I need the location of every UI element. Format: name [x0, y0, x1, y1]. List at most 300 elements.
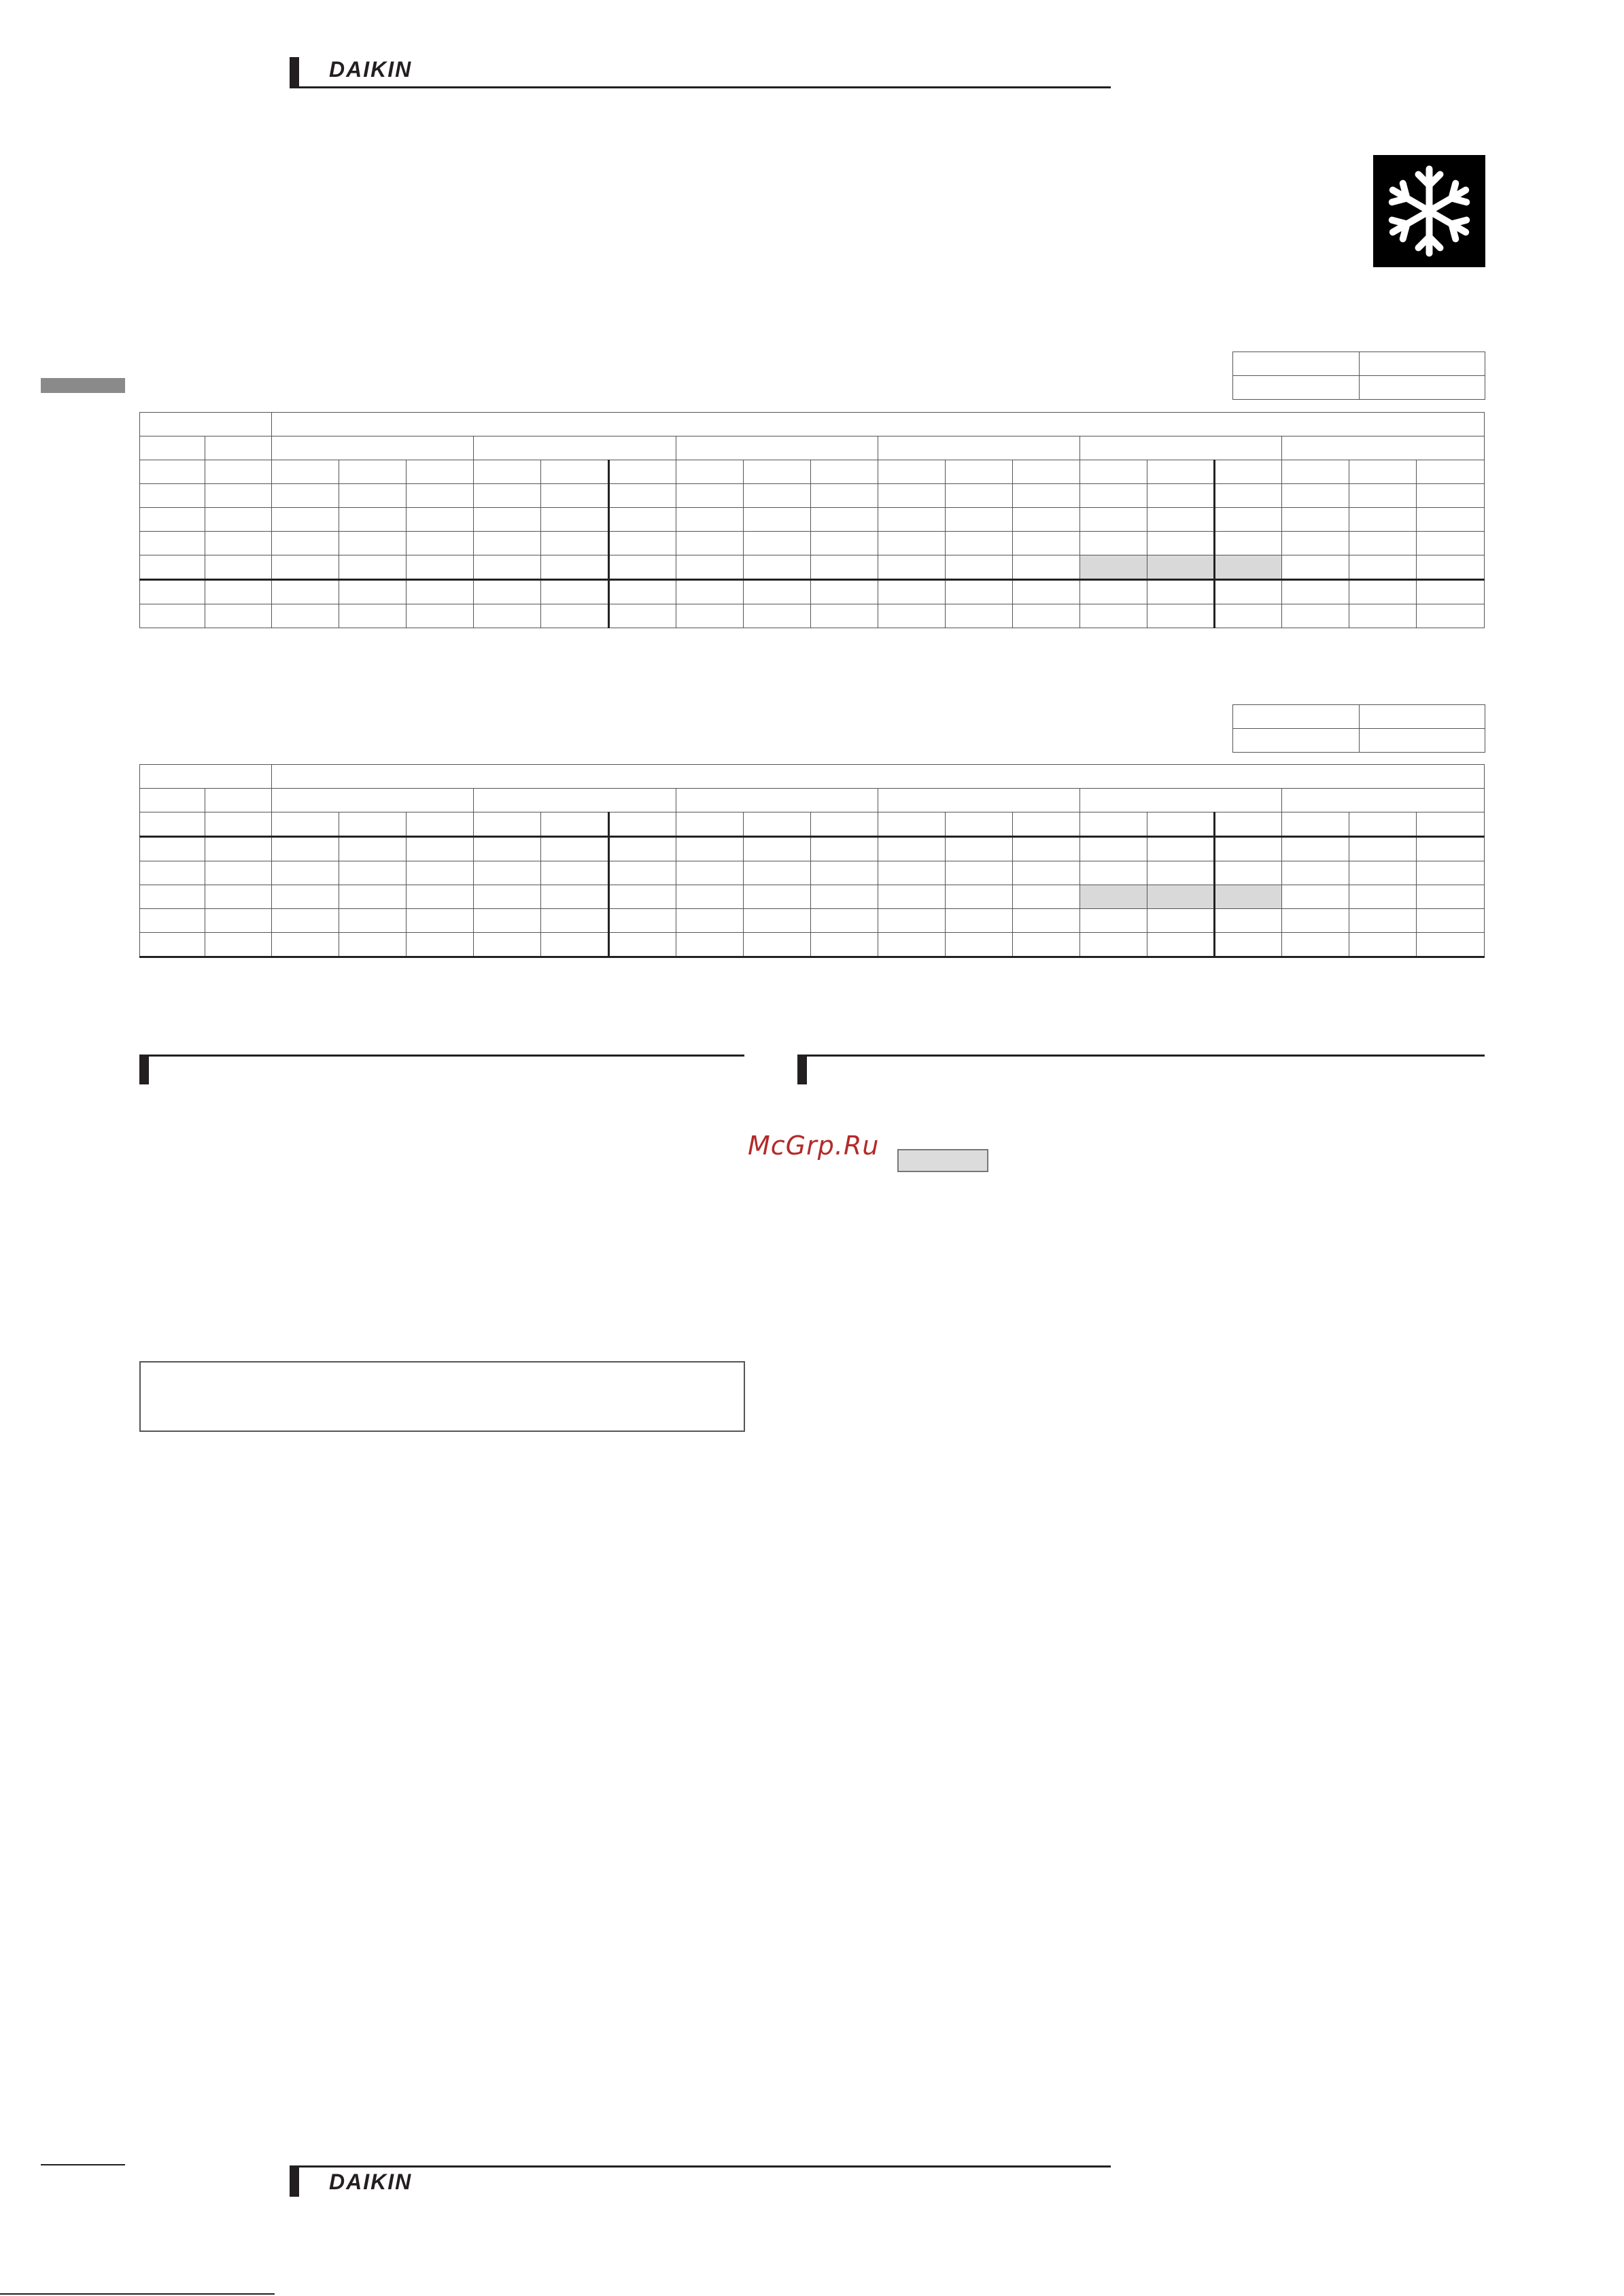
table2-unit-box [1232, 704, 1485, 753]
table-cell [810, 909, 878, 933]
table-cell [676, 604, 743, 628]
table-cell [1417, 532, 1485, 555]
table-cell [407, 812, 474, 837]
table-row [140, 789, 1485, 812]
table-cell [205, 580, 272, 604]
table-cell [140, 837, 205, 861]
table-cell [945, 909, 1012, 933]
table-cell [541, 909, 608, 933]
table-row [140, 508, 1485, 532]
table-cell [272, 909, 339, 933]
table-cell [1349, 837, 1417, 861]
table-cell [407, 460, 474, 484]
table-cell [407, 933, 474, 957]
table-cell [878, 555, 945, 580]
table-cell [1080, 436, 1282, 460]
table-cell [1349, 508, 1417, 532]
table-cell [1013, 837, 1080, 861]
table-cell [878, 604, 945, 628]
table-cell [1013, 604, 1080, 628]
table-cell [474, 885, 541, 909]
table-cell [1215, 508, 1282, 532]
table-cell [878, 484, 945, 508]
table-cell [541, 604, 608, 628]
table-cell [945, 604, 1012, 628]
table-cell [1147, 837, 1215, 861]
table-cell [140, 789, 205, 812]
header-rule [290, 86, 1111, 88]
table-cell [1282, 861, 1349, 885]
table-cell [1349, 555, 1417, 580]
table-cell [1215, 933, 1282, 957]
table-cell [945, 837, 1012, 861]
table-cell [1282, 555, 1349, 580]
table-cell [1215, 604, 1282, 628]
table-cell [945, 484, 1012, 508]
table-cell [1233, 705, 1360, 729]
table-cell [676, 933, 743, 957]
table-cell [474, 789, 676, 812]
table-cell [1349, 885, 1417, 909]
table-cell [140, 812, 205, 837]
table-cell [1215, 861, 1282, 885]
left-section-marker [139, 1055, 149, 1084]
table-cell [407, 604, 474, 628]
table-cell [140, 436, 205, 460]
table-cell [474, 933, 541, 957]
table-cell [1349, 861, 1417, 885]
table-cell [339, 604, 407, 628]
table-cell [407, 580, 474, 604]
table-cell [810, 933, 878, 957]
table-cell [140, 765, 272, 789]
table-cell [608, 861, 676, 885]
footer-logo: DAIKIN [329, 2170, 413, 2194]
table-cell [1147, 580, 1215, 604]
table-cell [1147, 933, 1215, 957]
table-cell [541, 532, 608, 555]
table-cell [743, 885, 810, 909]
table-cell [474, 555, 541, 580]
table-cell [810, 604, 878, 628]
table-cell [339, 484, 407, 508]
table-cell [810, 861, 878, 885]
table-cell [743, 812, 810, 837]
table-cell [1080, 532, 1147, 555]
snowflake-icon [1373, 155, 1485, 267]
table-cell [339, 861, 407, 885]
table-cell [676, 789, 878, 812]
table-cell [205, 933, 272, 957]
table-cell [878, 909, 945, 933]
table-row [140, 532, 1485, 555]
table-cell [1147, 508, 1215, 532]
table-cell [272, 933, 339, 957]
table-cell [1013, 885, 1080, 909]
table-cell [140, 413, 272, 436]
bottom-edge-rule [0, 2293, 275, 2295]
table-cell [676, 508, 743, 532]
table-cell [743, 909, 810, 933]
table-cell [1215, 460, 1282, 484]
table-cell [1417, 604, 1485, 628]
table-row [140, 413, 1485, 436]
table-cell [205, 861, 272, 885]
table-cell [140, 885, 205, 909]
table-cell [272, 765, 1485, 789]
table-cell [608, 484, 676, 508]
table-cell [1417, 812, 1485, 837]
table-row [140, 909, 1485, 933]
table-cell [1349, 484, 1417, 508]
table-cell [140, 580, 205, 604]
table-cell [878, 789, 1079, 812]
table-cell [272, 484, 339, 508]
table-cell [1417, 460, 1485, 484]
table-cell [1147, 909, 1215, 933]
table-cell [743, 580, 810, 604]
table-cell [205, 460, 272, 484]
table-cell [140, 604, 205, 628]
table-cell [1080, 837, 1147, 861]
table-cell [339, 532, 407, 555]
table-cell [1215, 837, 1282, 861]
table-cell [1417, 555, 1485, 580]
table-row [140, 555, 1485, 580]
table-cell [676, 532, 743, 555]
table-cell [1349, 460, 1417, 484]
table-cell [1282, 436, 1485, 460]
table-cell [1147, 460, 1215, 484]
table-cell [743, 555, 810, 580]
table-cell [878, 933, 945, 957]
table-row [140, 484, 1485, 508]
table-cell [1282, 885, 1349, 909]
table-cell [140, 508, 205, 532]
table-cell [1080, 555, 1147, 580]
table-cell [339, 460, 407, 484]
table-cell [676, 885, 743, 909]
table-cell [878, 812, 945, 837]
table-cell [608, 460, 676, 484]
table-cell [541, 933, 608, 957]
table-cell [541, 460, 608, 484]
table-cell [1080, 933, 1147, 957]
table-row [140, 933, 1485, 957]
table-cell [1215, 812, 1282, 837]
left-section-rule [139, 1055, 744, 1057]
table-cell [1080, 484, 1147, 508]
table-cell [140, 555, 205, 580]
watermark-text: McGrp.Ru [748, 1131, 880, 1161]
table-cell [1215, 532, 1282, 555]
table-cell [140, 460, 205, 484]
table-cell [407, 837, 474, 861]
table-cell [407, 555, 474, 580]
table-cell [1417, 909, 1485, 933]
table-cell [339, 909, 407, 933]
table-cell [205, 532, 272, 555]
table-cell [474, 604, 541, 628]
table-cell [1349, 909, 1417, 933]
table-cell [1215, 909, 1282, 933]
footer-rule [290, 2165, 1111, 2168]
table-cell [1349, 812, 1417, 837]
table-cell [1080, 861, 1147, 885]
table-cell [1147, 604, 1215, 628]
watermark-badge[interactable] [897, 1149, 988, 1172]
table-cell [878, 532, 945, 555]
table-cell [743, 933, 810, 957]
table-row [140, 580, 1485, 604]
table-cell [339, 580, 407, 604]
table-cell [1349, 580, 1417, 604]
table-cell [1080, 508, 1147, 532]
table-row [140, 460, 1485, 484]
table-cell [407, 861, 474, 885]
table-cell [1080, 909, 1147, 933]
table-cell [1080, 604, 1147, 628]
table-row [140, 812, 1485, 837]
cooling-mode-badge [1373, 155, 1485, 267]
table-cell [945, 580, 1012, 604]
table-cell [339, 508, 407, 532]
table-cell [1147, 885, 1215, 909]
table-cell [743, 837, 810, 861]
table-row [140, 604, 1485, 628]
table-cell [878, 837, 945, 861]
table-cell [1013, 580, 1080, 604]
table-cell [878, 885, 945, 909]
table-cell [1360, 729, 1485, 753]
table-cell [608, 604, 676, 628]
table-cell [608, 532, 676, 555]
right-section-rule [797, 1055, 1485, 1057]
table-cell [474, 436, 676, 460]
table-cell [1147, 555, 1215, 580]
table-cell [1282, 508, 1349, 532]
table-cell [1013, 532, 1080, 555]
table-cell [205, 604, 272, 628]
table-cell [541, 812, 608, 837]
chapter-tab [41, 378, 125, 393]
table-cell [339, 812, 407, 837]
table-cell [272, 861, 339, 885]
table-cell [1349, 532, 1417, 555]
table-cell [1417, 484, 1485, 508]
table-cell [205, 837, 272, 861]
table-cell [1080, 812, 1147, 837]
table-cell [608, 933, 676, 957]
table-cell [676, 580, 743, 604]
table-cell [945, 933, 1012, 957]
table-cell [743, 508, 810, 532]
table-cell [676, 812, 743, 837]
table-row [140, 861, 1485, 885]
table-cell [945, 460, 1012, 484]
table-cell [810, 508, 878, 532]
table-cell [810, 812, 878, 837]
header-marker [290, 57, 299, 88]
table-row [140, 436, 1485, 460]
table-cell [945, 508, 1012, 532]
table-cell [541, 508, 608, 532]
table-cell [1349, 933, 1417, 957]
table-cell [272, 508, 339, 532]
table-cell [474, 861, 541, 885]
table-row [140, 765, 1485, 789]
table-cell [1417, 885, 1485, 909]
table-cell [1080, 580, 1147, 604]
table-cell [541, 885, 608, 909]
table-cell [339, 555, 407, 580]
table-cell [1013, 555, 1080, 580]
table-cell [407, 532, 474, 555]
table-cell [205, 508, 272, 532]
table-cell [205, 555, 272, 580]
table-cell [945, 532, 1012, 555]
table-cell [272, 555, 339, 580]
table-cell [608, 885, 676, 909]
table-cell [205, 436, 272, 460]
table-cell [474, 812, 541, 837]
table-cell [810, 580, 878, 604]
table-cell [945, 812, 1012, 837]
table-cell [878, 460, 945, 484]
table-cell [878, 508, 945, 532]
table-cell [1080, 789, 1282, 812]
table-cell [1233, 352, 1360, 376]
note-box [139, 1361, 745, 1432]
table-cell [272, 460, 339, 484]
table-cell [1013, 812, 1080, 837]
table-cell [1215, 555, 1282, 580]
table-cell [407, 885, 474, 909]
table-cell [743, 532, 810, 555]
right-section-marker [797, 1055, 807, 1084]
table-cell [878, 580, 945, 604]
table-cell [205, 484, 272, 508]
table-cell [1080, 885, 1147, 909]
table-cell [743, 484, 810, 508]
table-cell [140, 484, 205, 508]
table-cell [676, 909, 743, 933]
table-cell [810, 555, 878, 580]
table-cell [140, 909, 205, 933]
table-cell [878, 436, 1079, 460]
table-cell [1215, 885, 1282, 909]
table-cell [1282, 604, 1349, 628]
table-cell [676, 555, 743, 580]
table-cell [1360, 705, 1485, 729]
table-cell [1215, 484, 1282, 508]
table-cell [1013, 933, 1080, 957]
table-cell [272, 413, 1485, 436]
table-cell [1282, 484, 1349, 508]
table-cell [1282, 789, 1485, 812]
table-cell [1282, 837, 1349, 861]
table-cell [407, 508, 474, 532]
table-cell [1282, 933, 1349, 957]
table-cell [743, 460, 810, 484]
table-cell [608, 580, 676, 604]
table-cell [339, 885, 407, 909]
table-cell [1360, 352, 1485, 376]
table-cell [945, 555, 1012, 580]
table-cell [407, 909, 474, 933]
table-cell [1233, 729, 1360, 753]
footer-page-rule [41, 2164, 125, 2165]
table-cell [1417, 508, 1485, 532]
table-cell [541, 837, 608, 861]
table-cell [541, 484, 608, 508]
table-cell [474, 837, 541, 861]
table-cell [1013, 508, 1080, 532]
header-logo: DAIKIN [329, 57, 413, 82]
table-cell [140, 861, 205, 885]
table-cell [140, 532, 205, 555]
table-cell [1417, 933, 1485, 957]
table-cell [541, 580, 608, 604]
table-cell [1282, 532, 1349, 555]
capacity-table-1 [139, 412, 1485, 628]
table-cell [205, 885, 272, 909]
table-cell [272, 436, 474, 460]
table-cell [339, 837, 407, 861]
table-cell [339, 933, 407, 957]
table-cell [1417, 580, 1485, 604]
table-cell [608, 508, 676, 532]
table-cell [676, 484, 743, 508]
table-cell [1013, 484, 1080, 508]
table-cell [1417, 837, 1485, 861]
table-cell [743, 861, 810, 885]
table-cell [407, 484, 474, 508]
table-cell [676, 436, 878, 460]
table-cell [810, 532, 878, 555]
footer-marker [290, 2165, 299, 2197]
table-cell [810, 484, 878, 508]
table-cell [945, 861, 1012, 885]
table-cell [810, 837, 878, 861]
table-cell [1360, 376, 1485, 400]
table-row [140, 837, 1485, 861]
table-cell [474, 909, 541, 933]
table-cell [608, 812, 676, 837]
table-cell [608, 555, 676, 580]
table-cell [272, 580, 339, 604]
table-cell [1282, 580, 1349, 604]
table-cell [1147, 532, 1215, 555]
table1-unit-box [1232, 352, 1485, 400]
table-cell [474, 580, 541, 604]
table-cell [1147, 812, 1215, 837]
table-cell [1013, 460, 1080, 484]
table-cell [1147, 861, 1215, 885]
table-cell [1282, 812, 1349, 837]
table-cell [474, 460, 541, 484]
table-cell [205, 789, 272, 812]
table-cell [1417, 861, 1485, 885]
table-cell [272, 885, 339, 909]
table-cell [810, 460, 878, 484]
table-cell [1147, 484, 1215, 508]
table-cell [945, 885, 1012, 909]
table-cell [743, 604, 810, 628]
table-cell [676, 460, 743, 484]
table-cell [608, 909, 676, 933]
table-cell [608, 837, 676, 861]
